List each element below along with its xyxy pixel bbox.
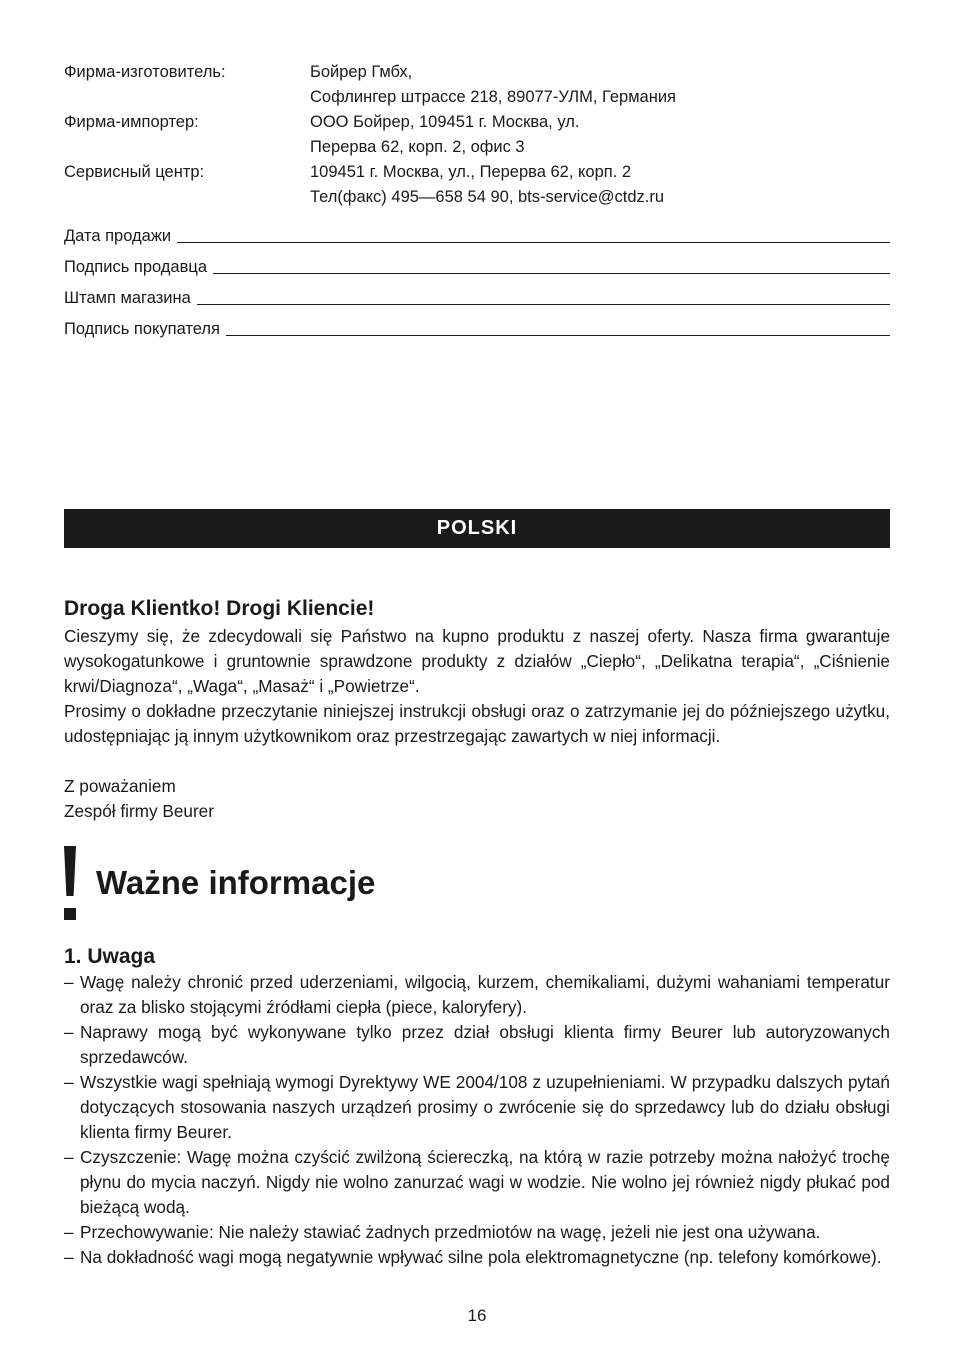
info-label: Фирма-импортер: <box>64 113 199 131</box>
warning-list <box>64 970 890 1270</box>
dash-marker: – <box>64 1147 74 1167</box>
info-line: 109451 г. Москва, ул., Перерва 62, корп. 2 <box>310 163 632 181</box>
fill-line-buyer-signature <box>64 308 890 339</box>
greeting-text <box>64 624 890 749</box>
list-item <box>64 970 890 1020</box>
greeting-paragraph: Cieszymy się, że zdecydowali się Państwo na kupno produktu z naszej oferty. Nasza firma gwarantuje wysokogatunkowe i gruntownie sprawdzone produkty z działów „Ciepło“, „Delikatna terapia“, „Ciśnienie krwi/Diagnoza“, „Waga“, „Masaż“ i „Powietrze“. <box>64 626 890 696</box>
fill-line-label: Подпись покупателя <box>64 320 220 338</box>
list-item <box>64 1145 890 1220</box>
info-line: Тел(факс) 495—658 54 90, bts-service@ctdz.ru <box>310 188 665 206</box>
dash-marker: – <box>64 1022 74 1042</box>
fill-line-shop-stamp <box>64 277 890 308</box>
closing-text: Z poważaniem <box>64 776 176 796</box>
fill-line-sale-date <box>64 215 890 246</box>
fill-line-label: Подпись продавца <box>64 258 208 276</box>
info-label: Сервисный центр: <box>64 163 205 181</box>
section-title: 1. Uwaga <box>64 945 156 968</box>
signature-text: Zespół firmy Beurer <box>64 801 214 821</box>
info-label: Фирма-изготовитель: <box>64 63 226 81</box>
dash-marker: – <box>64 1222 74 1242</box>
greeting-paragraph: Prosimy o dokładne przeczytanie niniejszej instrukcji obsługi oraz o zatrzymanie jej do późniejszego użytku, udostępniając ją innym użytkownikom oraz przestrzegając zawartych w niej informacji. <box>64 701 890 746</box>
list-item <box>64 1220 890 1245</box>
fill-line-rule <box>197 304 890 305</box>
list-item-text: Czyszczenie: Wagę można czyścić zwilżoną ściereczką, na którą w razie potrzeby można nałożyć trochę płynu do mycia naczyń. Nigdy nie wolno zanurzać wagi w wodzie. Nie wolno jej również nigdy płukać pod bieżącą wodą. <box>80 1147 890 1217</box>
info-row-importer <box>64 110 890 160</box>
info-value <box>310 60 890 110</box>
fill-line-label: Штамп магазина <box>64 289 191 307</box>
language-bar: POLSKI <box>64 509 890 548</box>
important-title: Ważne informacje <box>96 864 376 901</box>
fill-line-rule <box>177 242 890 243</box>
greeting-sign-off <box>64 774 214 824</box>
info-value <box>310 160 890 210</box>
list-item-text: Naprawy mogą być wykonywane tylko przez dział obsługi klienta firmy Beurer lub autoryzowanych sprzedawców. <box>80 1022 890 1067</box>
list-item-text: Wszystkie wagi spełniają wymogi Dyrektywy WE 2004/108 z uzupełnieniami. W przypadku dalszych pytań dotyczących stosowania naszych urządzeń prosimy o zwrócenie się do sprzedawcy lub do działu obsługi klienta firmy Beurer. <box>80 1072 890 1142</box>
list-item-text: Wagę należy chronić przed uderzeniami, wilgocią, kurzem, chemikaliami, dużymi wahaniami temperatur oraz za blisko stojącymi źródłami ciepła (piece, kaloryfery). <box>80 972 890 1017</box>
info-line: Бойрер Гмбх, <box>310 63 413 81</box>
info-row-service-center <box>64 160 890 210</box>
info-value <box>310 110 890 160</box>
info-row-manufacturer <box>64 60 890 110</box>
fill-line-rule <box>213 273 890 274</box>
list-item <box>64 1020 890 1070</box>
fill-line-seller-signature <box>64 246 890 277</box>
fill-line-rule <box>226 335 890 336</box>
dash-marker: – <box>64 1072 74 1092</box>
manufacturer-info <box>64 60 890 210</box>
page-number: 16 <box>467 1306 487 1325</box>
list-item-text: Przechowywanie: Nie należy stawiać żadnych przedmiotów na wagę, jeżeli nie jest ona używana. <box>80 1222 821 1242</box>
important-heading <box>64 846 375 920</box>
info-line: Софлингер штрассе 218, 89077-УЛМ, Германия <box>310 88 676 106</box>
list-item-text: Na dokładność wagi mogą negatywnie wpływać silne pola elektromagnetyczne (np. telefony komórkowe). <box>80 1247 882 1267</box>
list-item <box>64 1245 890 1270</box>
greeting-title: Droga Klientko! Drogi Kliencie! <box>64 597 375 620</box>
dash-marker: – <box>64 1247 74 1267</box>
exclamation-icon <box>64 846 76 920</box>
list-item <box>64 1070 890 1145</box>
info-line: ООО Бойрер, 109451 г. Москва, ул. <box>310 113 580 131</box>
sale-form <box>64 215 890 339</box>
fill-line-label: Дата продажи <box>64 227 172 245</box>
info-line: Перерва 62, корп. 2, офис 3 <box>310 138 525 156</box>
dash-marker: – <box>64 972 74 992</box>
